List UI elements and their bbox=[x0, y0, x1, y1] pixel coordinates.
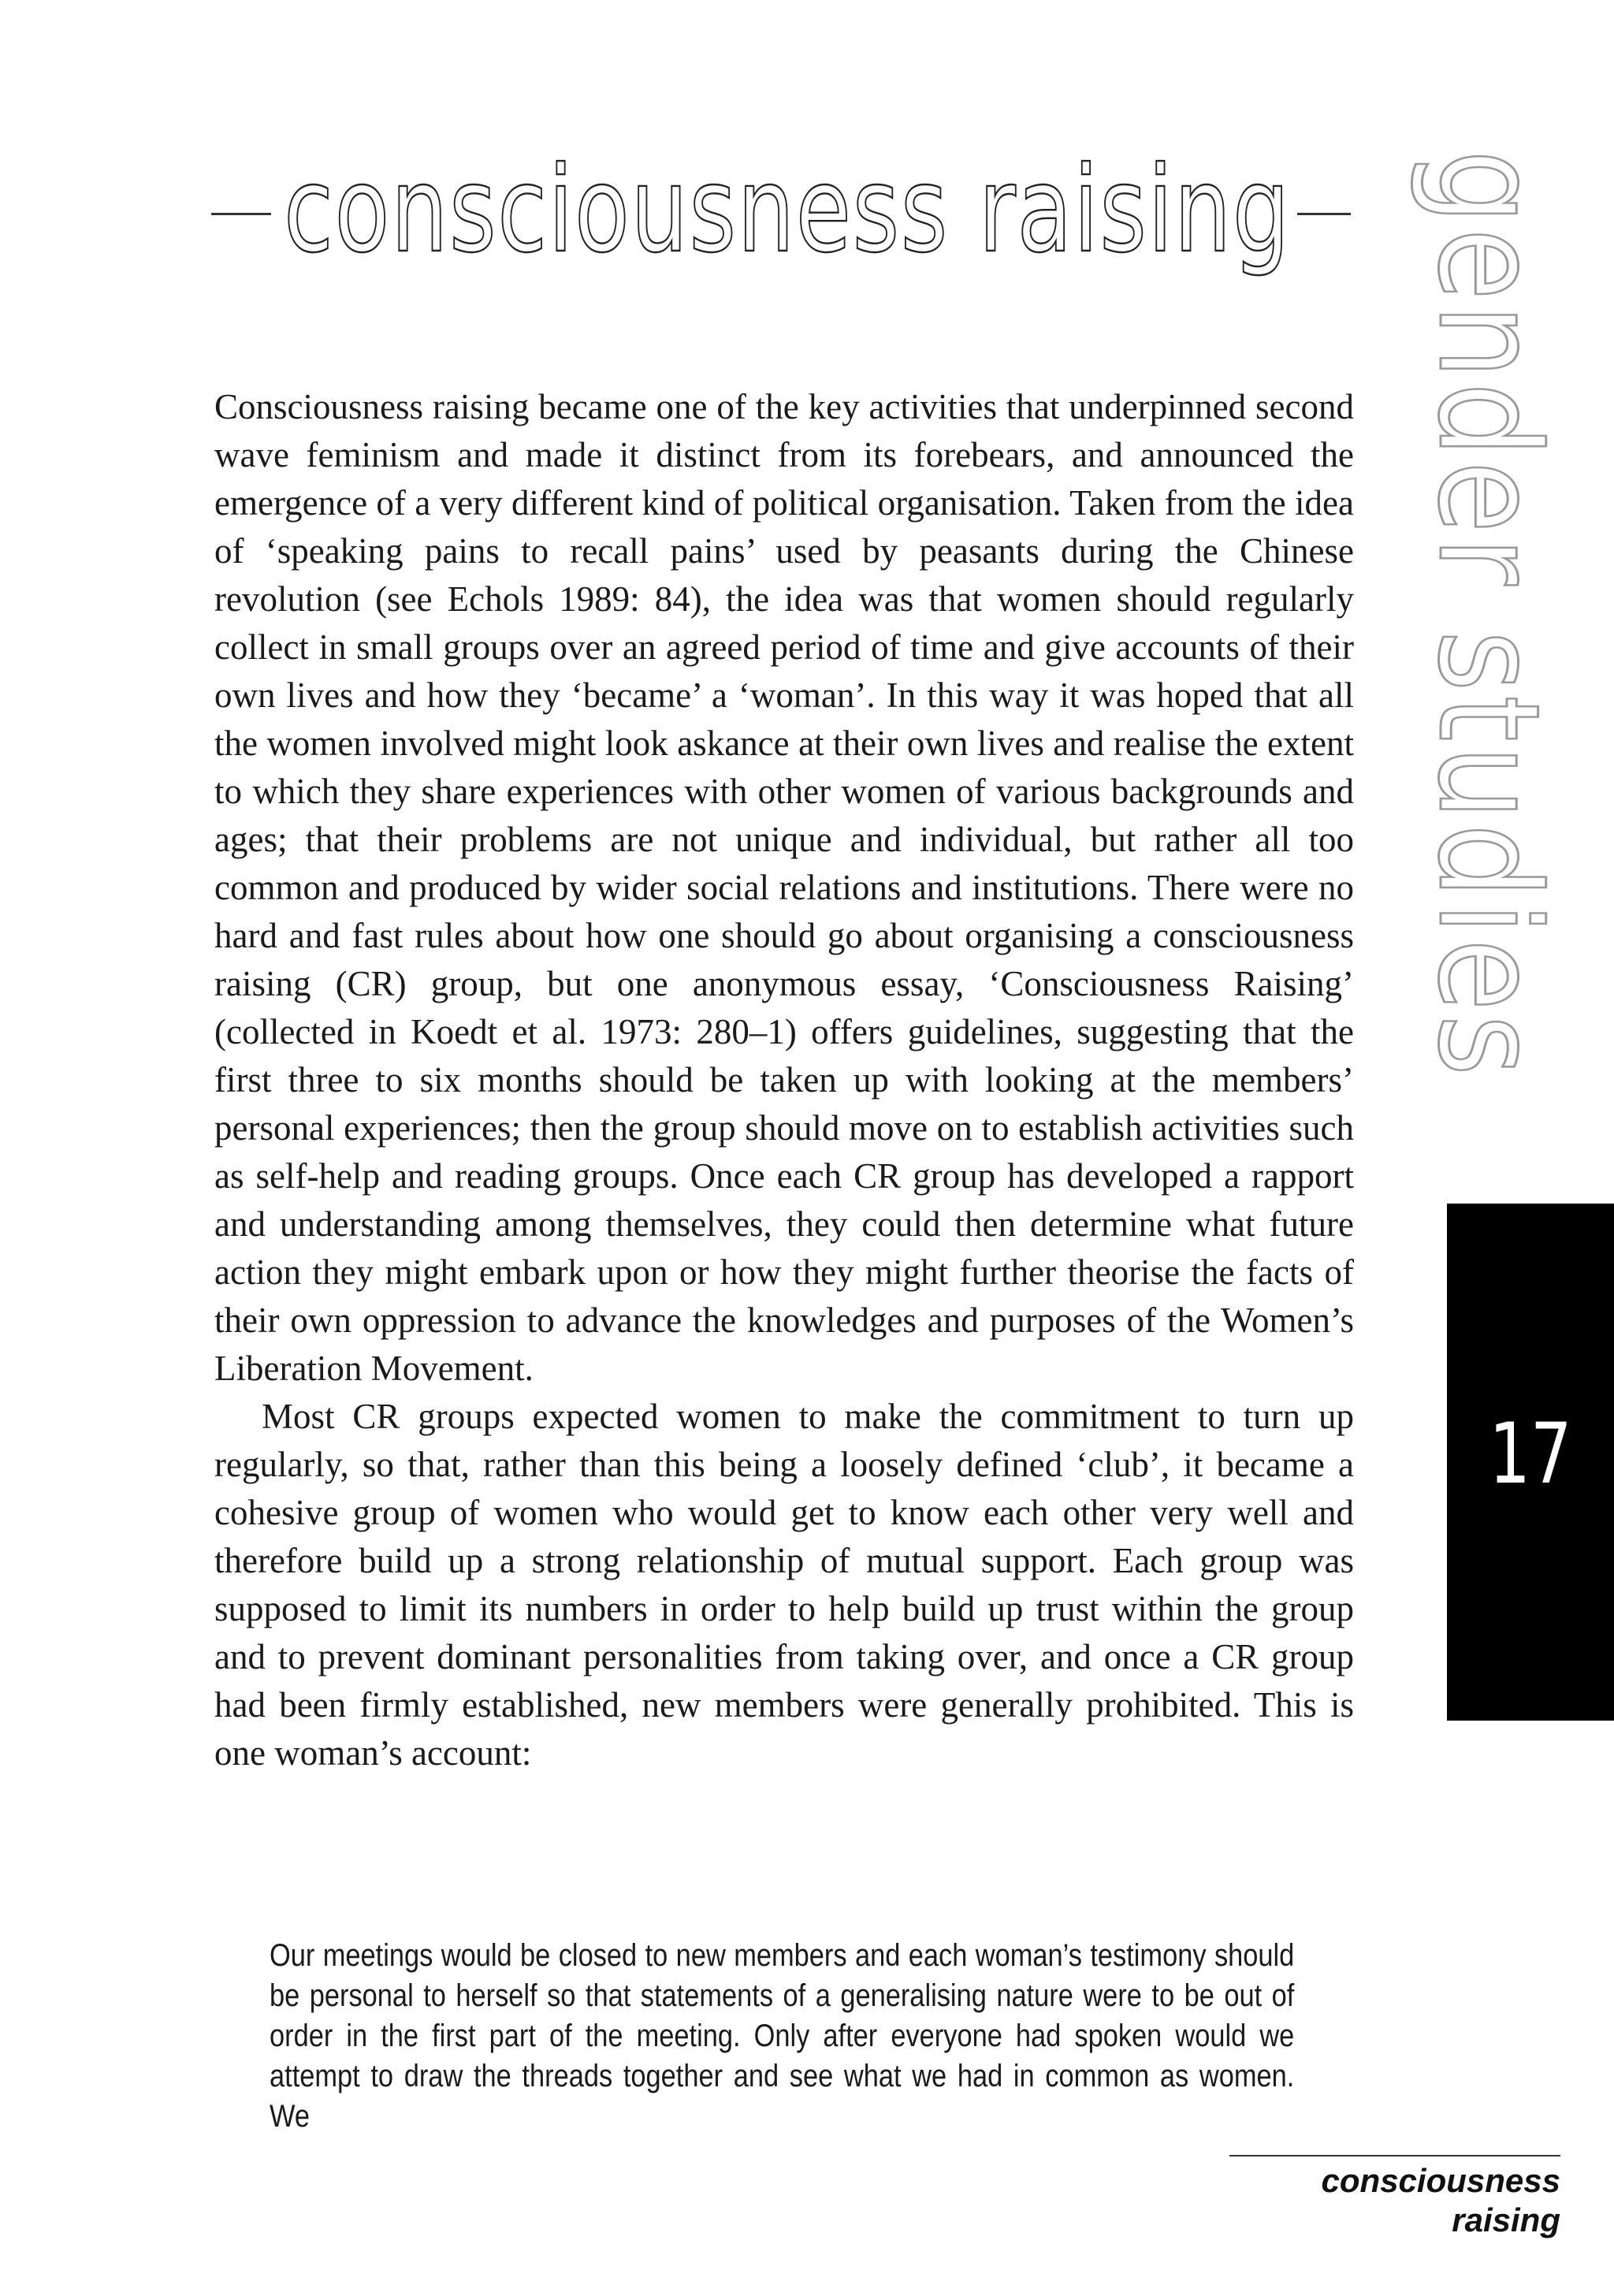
paragraph-1: Consciousness raising became one of the key activities that underpinned second wave feminism and made it distinct from its forebears, and announced the emergence of a very different kind of political organisation. Taken from the idea of ‘speaking pains to recall pains’ used by peasants during the Chinese revolution (see Echols 1989: 84), the idea was that women should regularly collect in small groups over an agreed period of time and give accounts of their own lives and how they ‘became’ a ‘woman’. In this way it was hoped that all the women involved might look askance at their own lives and realise the extent to which they share experiences with other women of various backgrounds and ages; that their problems are not unique and individual, but rather all too common and produced by wider social relations and institutions. There were no hard and fast rules about how one should go about organising a consciousness raising (CR) group, but one anonymous essay, ‘Consciousness Raising’ (collected in Koedt et al. 1973: 280–1) offers guidelines, suggesting that the first three to six months should be taken up with looking at the members’ personal experiences; then the group should move on to establish activities such as self-help and reading groups. Once each CR group has developed a rapport and understanding among themselves, they could then determine what future action they might embark upon or how they might further theorise the facts of their own oppression to advance the knowledges and purposes of the Women’s Liberation Movement. bbox=[214, 387, 1354, 1388]
footer-rule bbox=[1229, 2155, 1560, 2156]
chapter-number: 17 bbox=[1489, 1405, 1572, 1502]
page-title-row bbox=[211, 142, 1354, 292]
page-title: consciousness raising bbox=[284, 142, 1291, 279]
body-text bbox=[214, 383, 1354, 1777]
title-rule-left bbox=[211, 213, 271, 215]
title-rule-right bbox=[1297, 213, 1351, 215]
section-label: gender studies bbox=[1408, 150, 1569, 1251]
chapter-tab bbox=[1447, 1204, 1614, 1721]
section-label-graphic bbox=[1403, 150, 1569, 1251]
page-title-graphic bbox=[284, 142, 1300, 292]
running-head: consciousness raising bbox=[1321, 2162, 1560, 2238]
paragraph-2: Most CR groups expected women to make the commitment to turn up regularly, so that, rather than this being a loosely defined ‘club’, it became a cohesive group of women who would get to know each other very well and therefore build up a strong relationship of mutual support. Each group was supposed to limit its numbers in order to help build up trust within the group and to prevent dominant personalities from taking over, and once a CR group had been firmly established, new members were generally prohibited. This is one woman’s account: bbox=[214, 1397, 1354, 1773]
block-quote: Our meetings would be closed to new members and each woman’s testimony should be personal to herself so that statements of a generalising nature were to be out of order in the first part of the meeting. Only after everyone had spoken would we attempt to draw the threads together and see what we had in common as women. We bbox=[270, 1938, 1295, 2134]
